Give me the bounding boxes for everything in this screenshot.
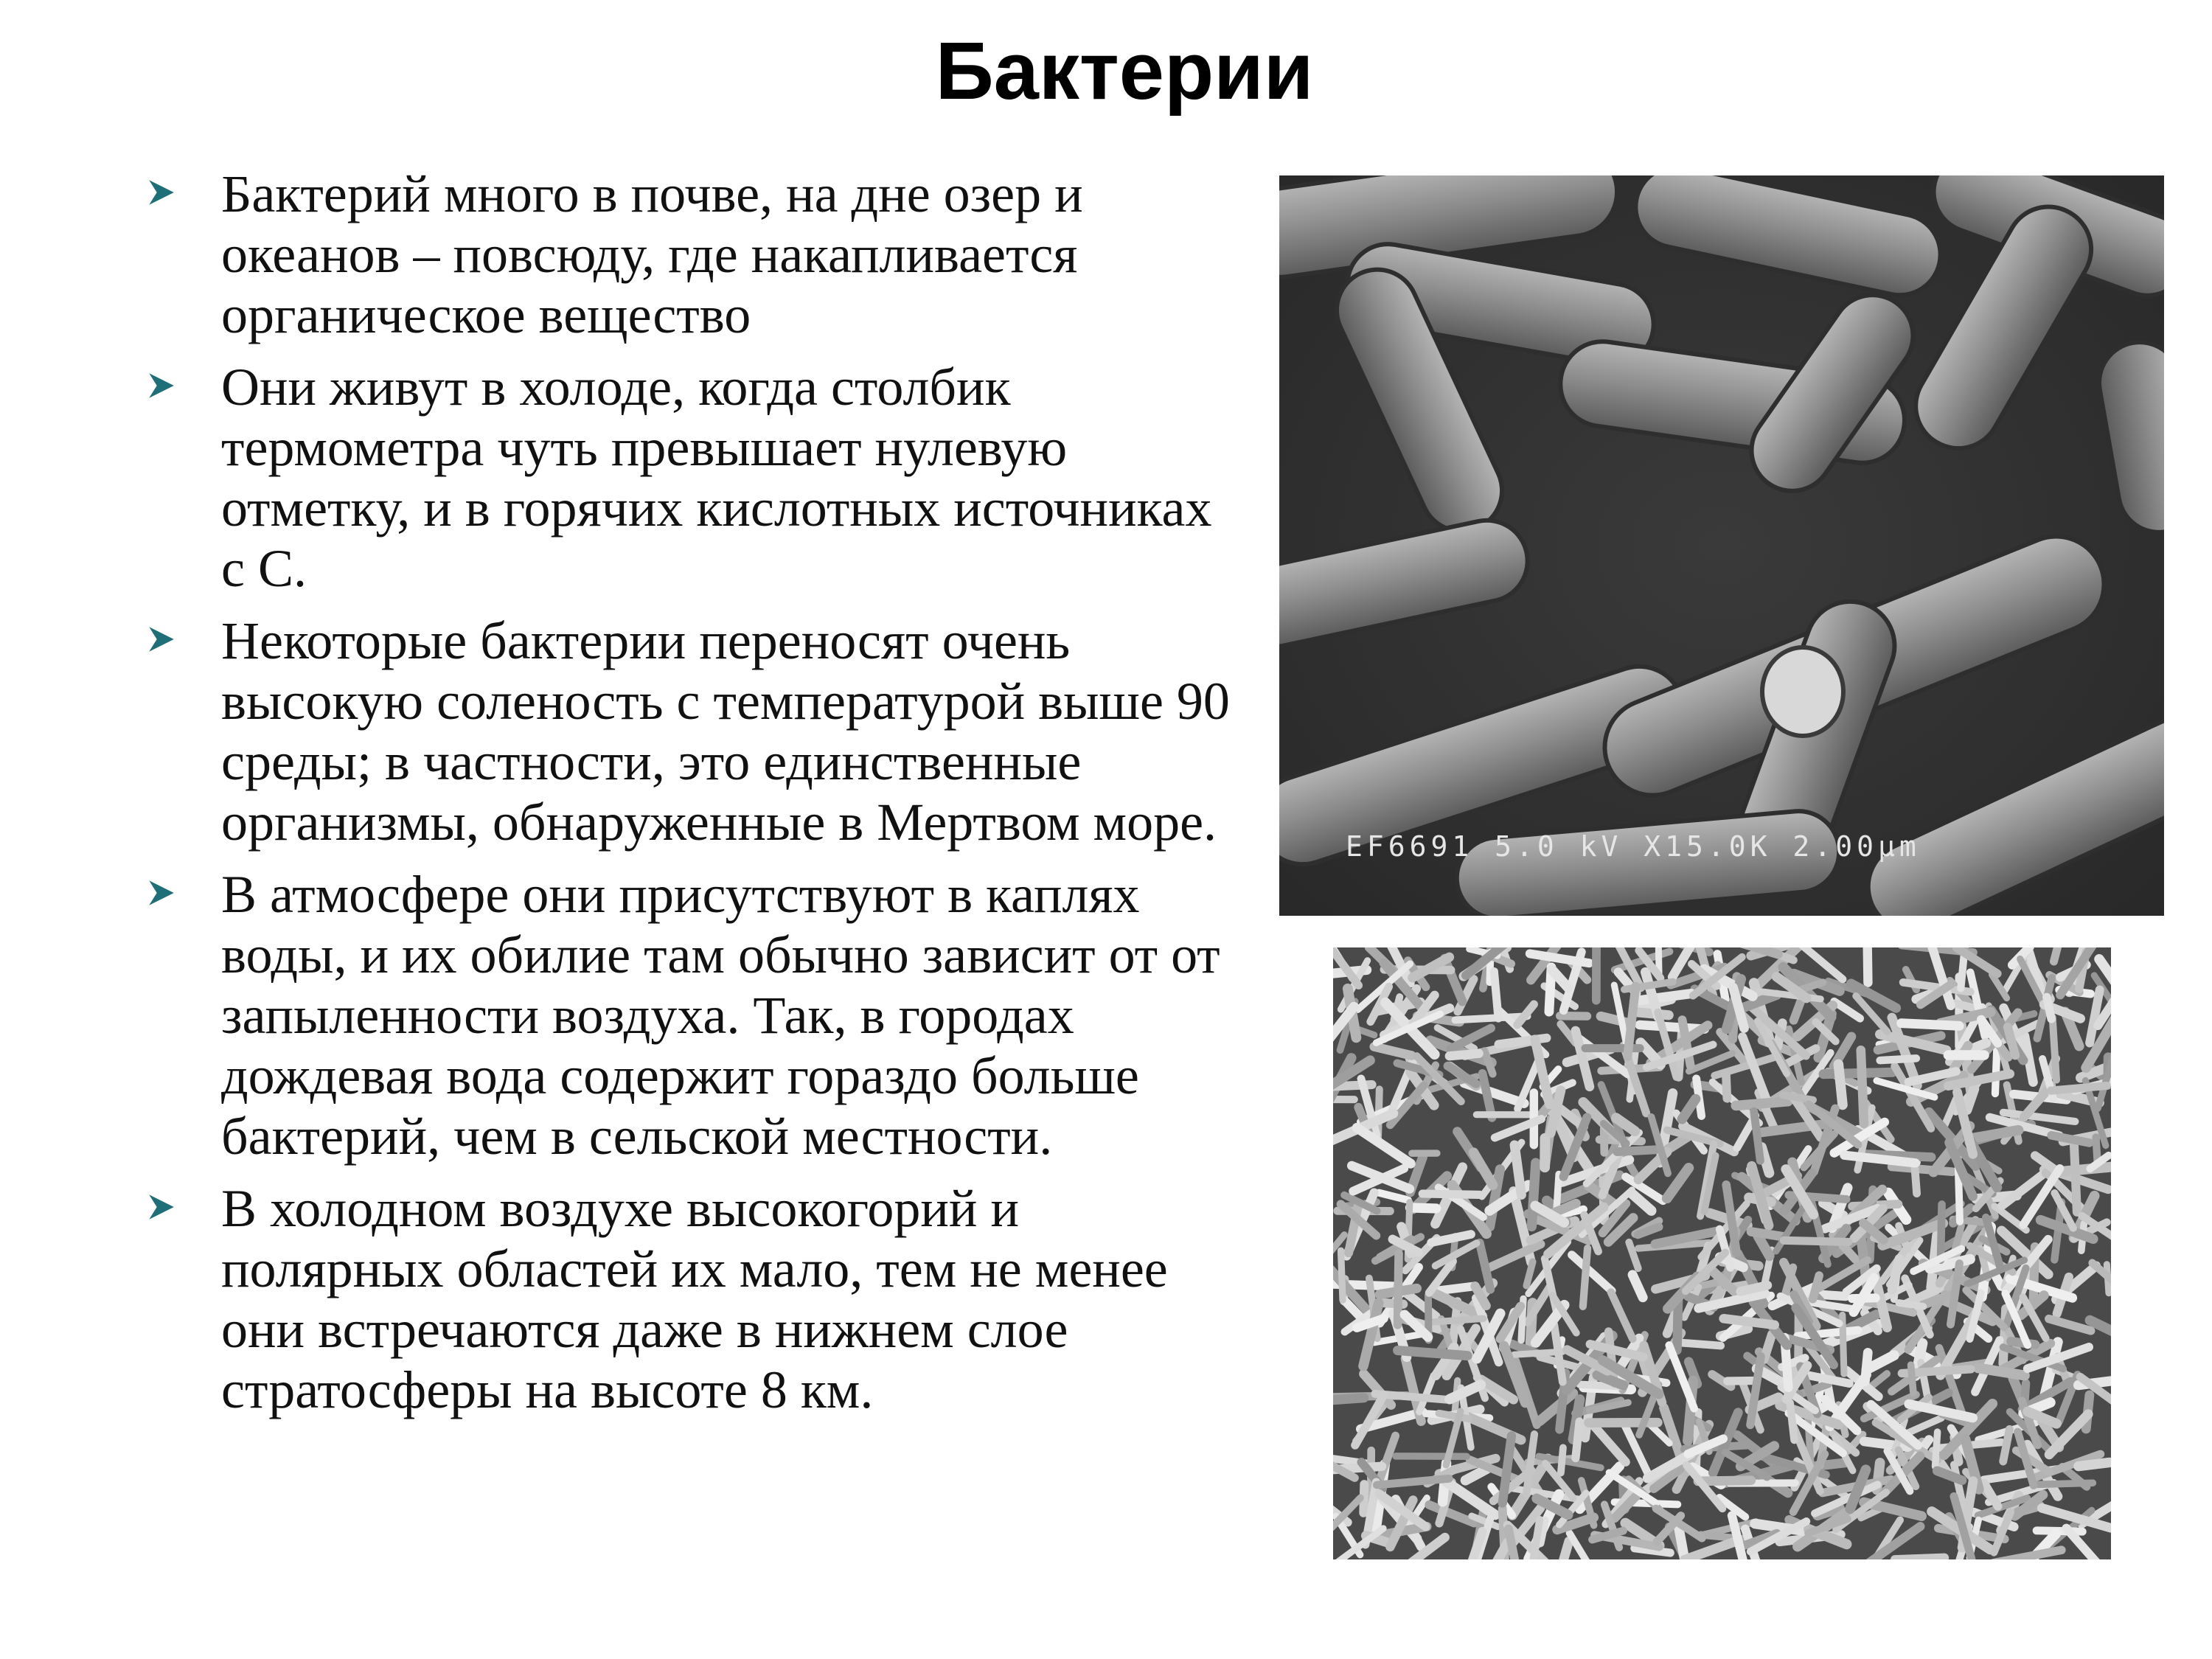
arrow-bullet-icon [146,1192,177,1222]
arrow-bullet-icon [146,177,177,208]
bullet-item [140,611,1246,852]
micrograph-scale-caption: EF6691 5.0 kV X15.0K 2.00μm [1346,830,1921,863]
bacteria-micrograph-closeup [1279,175,2164,916]
arrow-bullet-icon [146,624,177,655]
slide-title: Бактерии [935,26,1314,116]
rod-bacteria-image [1279,175,2164,916]
bullet-item [140,1178,1246,1420]
bullet-text: В атмосфере они присутствуют в каплях воды, и их обилие там обычно зависит от от запыленности воздуха. Так, в городах дождевая вода содержит гораздо больше бактерий, чем в сельской местности. [221,865,1220,1166]
arrow-bullet-icon [146,877,177,908]
bullet-item [140,864,1246,1166]
dense-bacteria-image [1333,947,2111,1559]
arrow-bullet-icon [146,370,177,401]
bullet-text: Они живут в холоде, когда столбик термометра чуть превышает нулевую отметку, и в горячих кислотных источниках с С. [221,358,1212,598]
bullet-list [140,164,1246,1432]
bullet-item [140,357,1246,599]
bullet-item [140,164,1246,345]
bullet-text: В холодном воздухе высокогорий и полярных областей их мало, тем не менее они встречаются даже в нижнем слое стратосферы на высоте 8 км. [221,1179,1168,1419]
bullet-text: Некоторые бактерии переносят очень высокую соленость с температурой выше 90 среды; в частности, это единственные организмы, обнаруженные в Мертвом море. [221,611,1230,852]
bacteria-micrograph-overview [1333,947,2111,1559]
bullet-text: Бактерий много в почве, на дне озер и океанов – повсюду, где накапливается органическое вещество [221,164,1083,344]
